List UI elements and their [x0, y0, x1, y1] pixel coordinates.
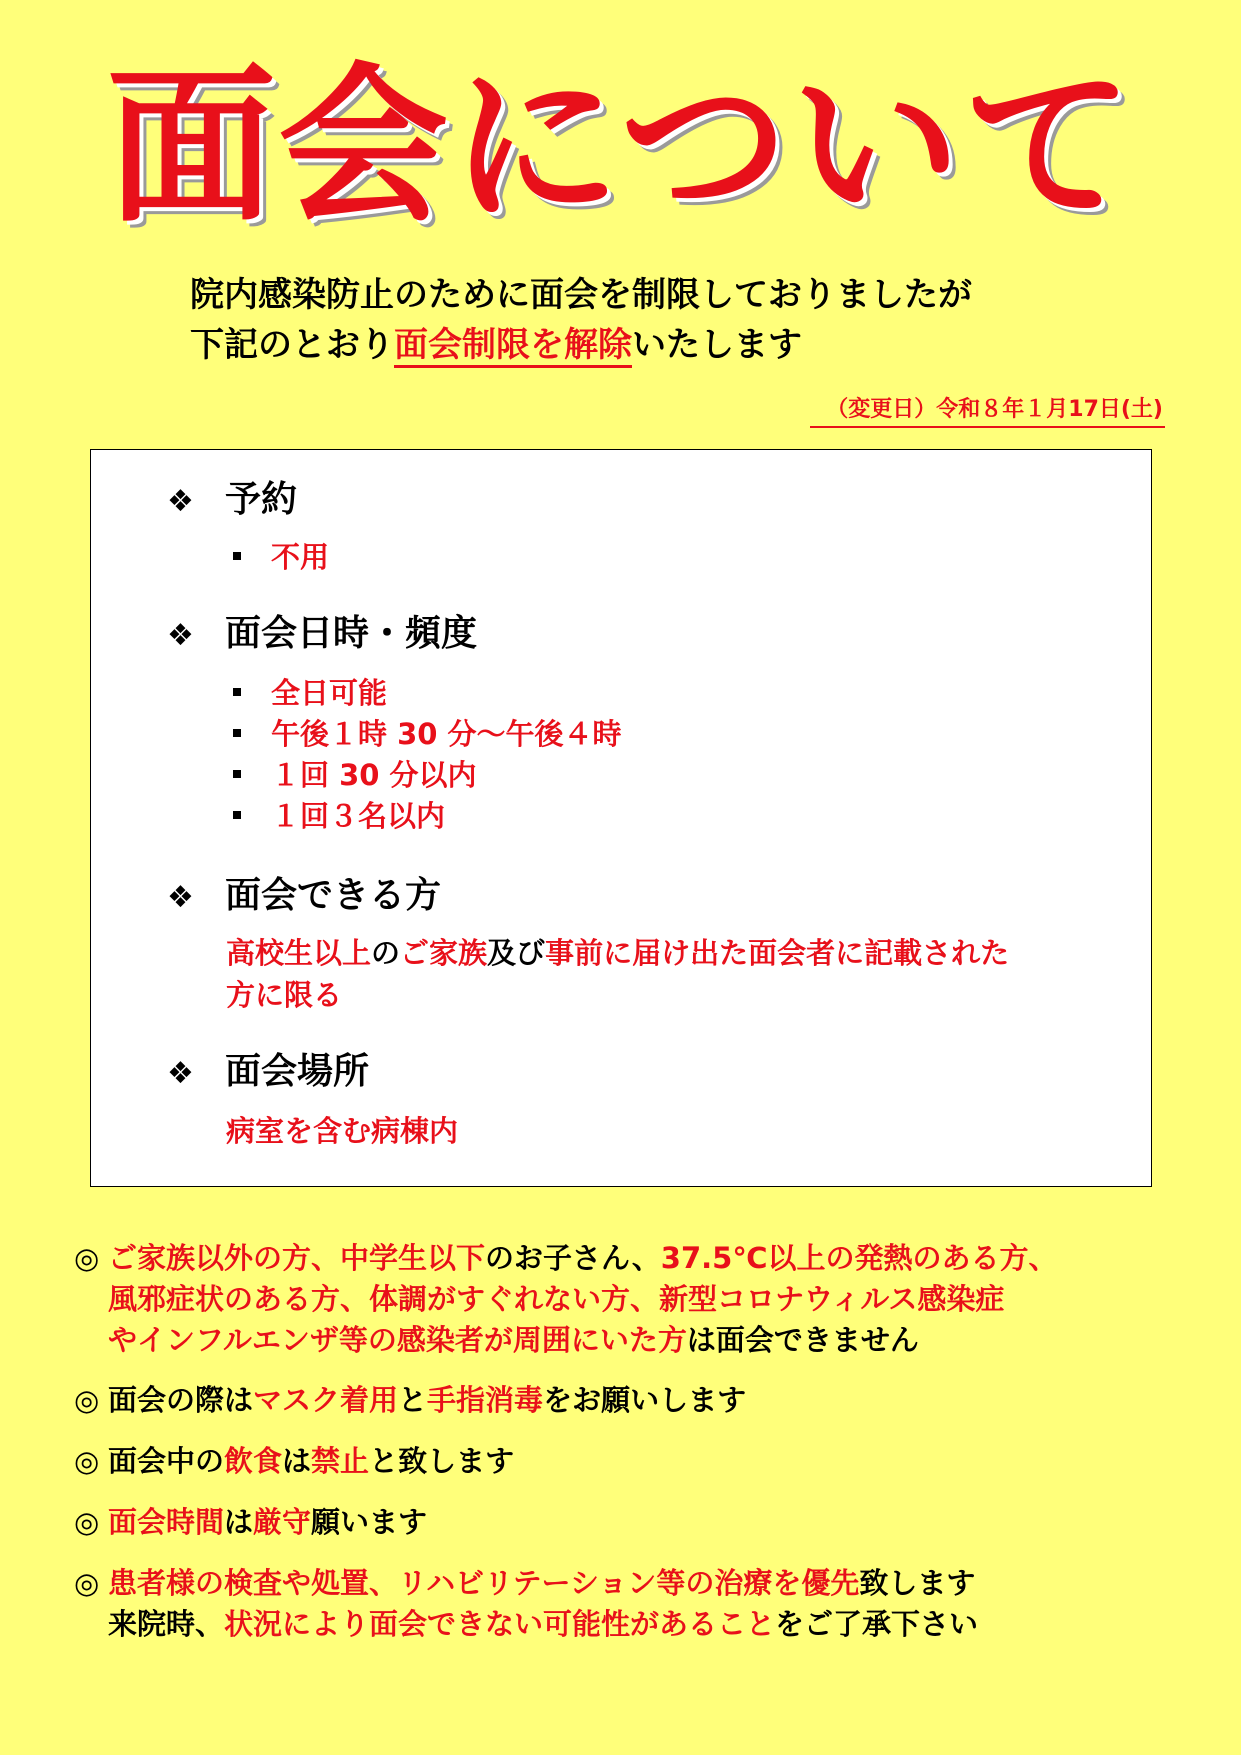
note-item [74, 1563, 1214, 1645]
note-text: 中学生以下 [340, 1241, 486, 1275]
diamond-bullet-icon: ❖ [167, 484, 194, 519]
note-text: やインフルエンザ等の感染者が周囲にいた方 [108, 1323, 687, 1357]
square-bullet-icon [233, 688, 241, 696]
section-title: 面会日時・頻度 [225, 613, 478, 654]
note-text: 患者様の検査や処置、リハビリテーション等の治療を優先 [108, 1566, 860, 1600]
section-schedule [167, 612, 477, 658]
note-text: 願います [311, 1505, 428, 1539]
section-reservation [167, 478, 297, 524]
section-visitors [167, 874, 441, 920]
section-title: 面会場所 [225, 1051, 370, 1092]
visitors-and: 及び [487, 936, 546, 970]
note-text: 面会中の [108, 1444, 225, 1478]
visitors-age: 高校生以上 [226, 936, 372, 970]
diamond-bullet-icon: ❖ [167, 880, 194, 915]
list-item [233, 755, 477, 795]
list-item [233, 673, 387, 713]
section-place [167, 1050, 369, 1096]
list-item-text: 午後１時 30 分～午後４時 [271, 717, 622, 751]
intro-line-2-pre: 下記のとおり [190, 325, 394, 365]
note-text: 手指消毒 [427, 1383, 544, 1417]
note-text: のお子さん、 [485, 1241, 661, 1275]
note-text: 来院時、 [108, 1607, 225, 1641]
info-box [90, 449, 1152, 1187]
square-bullet-icon [233, 811, 241, 819]
note-text: 37.5℃以上の発熱のある方、 [660, 1241, 1058, 1275]
note-text: と致します [369, 1444, 515, 1478]
intro-highlight: 面会制限を解除 [394, 325, 632, 368]
visitors-registered: 事前に届け出た面会者に記載された [545, 936, 1010, 970]
note-text: 致します [859, 1566, 976, 1600]
note-text: 飲食 [224, 1444, 283, 1478]
note-item [74, 1502, 1214, 1543]
diamond-bullet-icon: ❖ [167, 1056, 194, 1091]
double-circle-icon: ◎ [74, 1566, 100, 1600]
note-item [74, 1380, 1214, 1421]
intro-line-2 [190, 320, 972, 370]
place-text: 病室を含む病棟内 [226, 1114, 459, 1148]
note-text: 面会の際は [108, 1383, 254, 1417]
list-item [233, 796, 445, 836]
double-circle-icon: ◎ [74, 1505, 100, 1539]
note-text: 面会時間 [108, 1505, 225, 1539]
change-date: （変更日）令和８年１月17日(土) [810, 392, 1165, 428]
diamond-bullet-icon: ❖ [167, 618, 194, 653]
note-text: は [282, 1444, 312, 1478]
note-text: 風邪症状のある方、体調がすぐれない方、新型コロナウィルス感染症 [108, 1282, 1005, 1316]
list-item [233, 537, 329, 577]
intro-line-1: 院内感染防止のために面会を制限しておりましたが [190, 275, 972, 315]
intro-text [190, 270, 972, 370]
visitors-conj: の [371, 936, 401, 970]
note-text: をお願いします [543, 1383, 747, 1417]
note-text: 状況により面会できない可能性があること [224, 1607, 776, 1641]
double-circle-icon: ◎ [74, 1241, 100, 1275]
note-text: ご家族以外の方、 [108, 1241, 341, 1275]
intro-line-2-post: いたします [632, 325, 802, 365]
note-text: をご了承下さい [775, 1607, 979, 1641]
visitors-text [226, 932, 1126, 1016]
list-item-text: １回 30 分以内 [271, 758, 477, 792]
note-text: は [224, 1505, 254, 1539]
page-title: 面会について [106, 48, 1135, 246]
note-text: と [398, 1383, 428, 1417]
list-item [233, 714, 622, 754]
note-item [74, 1238, 1214, 1361]
note-text: は面会できません [686, 1323, 919, 1357]
square-bullet-icon [233, 729, 241, 737]
visitors-family: ご家族 [400, 936, 488, 970]
visitors-limit: 方に限る [226, 978, 343, 1012]
square-bullet-icon [233, 552, 241, 560]
note-text: 厳守 [253, 1505, 312, 1539]
note-text: マスク着用 [253, 1383, 399, 1417]
list-item-text: 不用 [271, 540, 330, 574]
list-item-text: 全日可能 [271, 676, 388, 710]
section-title: 面会できる方 [225, 875, 442, 916]
square-bullet-icon [233, 770, 241, 778]
note-item [74, 1441, 1214, 1482]
double-circle-icon: ◎ [74, 1444, 100, 1478]
note-text: 禁止 [311, 1444, 370, 1478]
double-circle-icon: ◎ [74, 1383, 100, 1417]
section-title: 予約 [225, 479, 298, 520]
list-item-text: １回３名以内 [271, 799, 446, 833]
